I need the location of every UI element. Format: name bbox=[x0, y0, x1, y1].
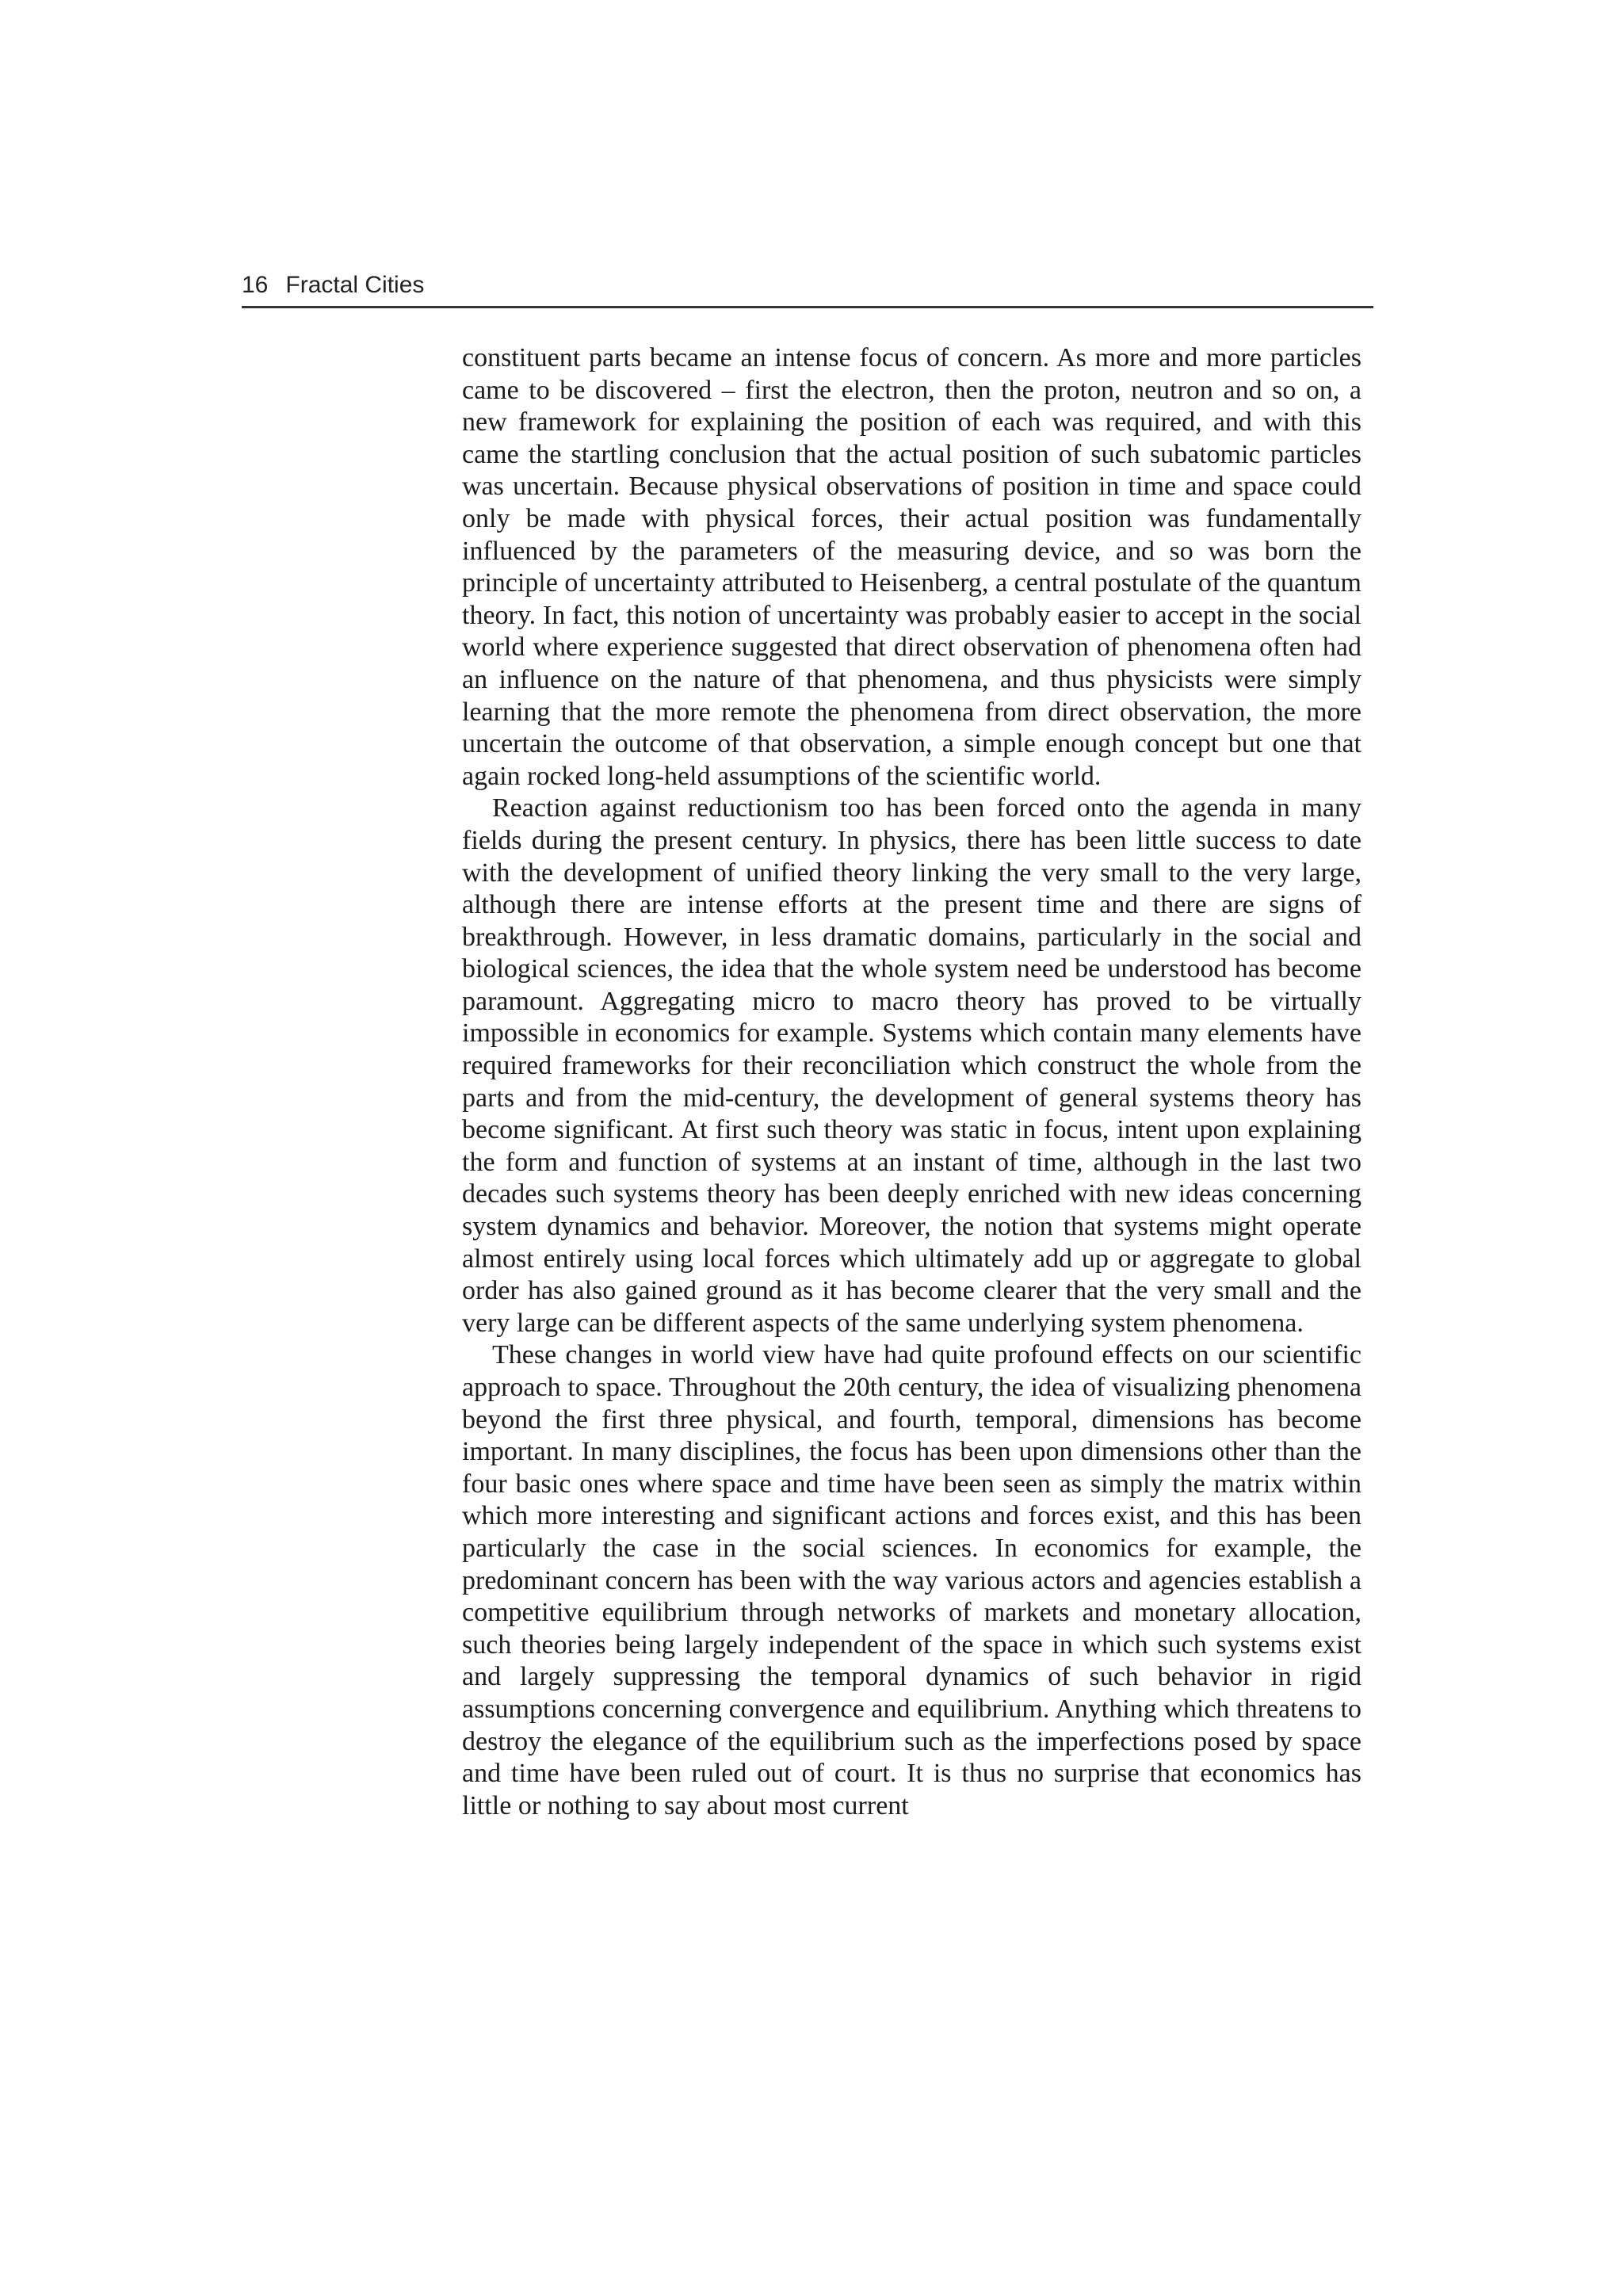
book-title: Fractal Cities bbox=[285, 272, 425, 298]
header-rule bbox=[242, 306, 1373, 308]
running-head bbox=[242, 265, 1373, 306]
paragraph-world-view: These changes in world view have had quite profound effects on our scientific approach to space. Throughout the 20th century, the idea of visualizing phenomena beyond the first three physical, and fourth, temporal, dimensions has become important. In many disciplines, the focus has been upon dimensions other than the four basic ones where space and time have been seen as simply the matrix within which more interesting and significant actions and forces exist, and this has been particularly the case in the social sciences. In economics for example, the predominant concern has been with the way various actors and agencies establish a competitive equilibrium through networks of markets and monetary allocation, such theories being largely independent of the space in which such systems exist and largely suppressing the temporal dynamics of such behavior in rigid assumptions concerning convergence and equilibrium. Anything which threatens to destroy the elegance of the equilibrium such as the imperfections posed by space and time have been ruled out of court. It is thus no surprise that economics has little or nothing to say about most current bbox=[462, 1340, 1361, 1820]
page-number: 16 bbox=[242, 272, 269, 298]
body-text bbox=[462, 342, 1361, 1822]
paragraph-continued: constituent parts became an intense focus of concern. As more and more particles came to be discovered – first the electron, then the proton, neutron and so on, a new framework for explaining the position of each was required, and with this came the startling conclusion that the actual position of such subatomic particles was uncertain. Because physical observations of position in time and space could only be made with physical forces, their actual position was fundamentally influenced by the parameters of the measuring device, and so was born the principle of uncertainty attributed to Heisenberg, a central postulate of the quantum theory. In fact, this notion of uncertainty was probably easier to accept in the social world where experience suggested that direct observation of phenomena often had an influence on the nature of that phenomena, and thus physicists were simply learning that the more remote the phenomena from direct observation, the more uncertain the outcome of that observation, a simple enough concept but one that again rocked long-held assumptions of the scientific world. bbox=[462, 343, 1361, 791]
paragraph-reductionism: Reaction against reductionism too has been forced onto the agenda in many fields during the present century. In physics, there has been little success to date with the development of unified theory linking the very small to the very large, although there are intense efforts at the present time and there are signs of breakthrough. However, in less dramatic domains, particularly in the social and biological sciences, the idea that the whole system need be understood has become paramount. Aggregating micro to macro theory has proved to be virtually impossible in economics for example. Systems which contain many elements have required frameworks for their reconciliation which construct the whole from the parts and from the mid-century, the development of general systems theory has become significant. At first such theory was static in focus, intent upon explaining the form and function of systems at an instant of time, although in the last two decades such systems theory has been deeply enriched with new ideas concerning system dynamics and behavior. Moreover, the notion that systems might operate almost entirely using local forces which ultimately add up or aggregate to global order has also gained ground as it has become clearer that the very small and the very large can be different aspects of the same underlying system phenomena. bbox=[462, 793, 1361, 1338]
